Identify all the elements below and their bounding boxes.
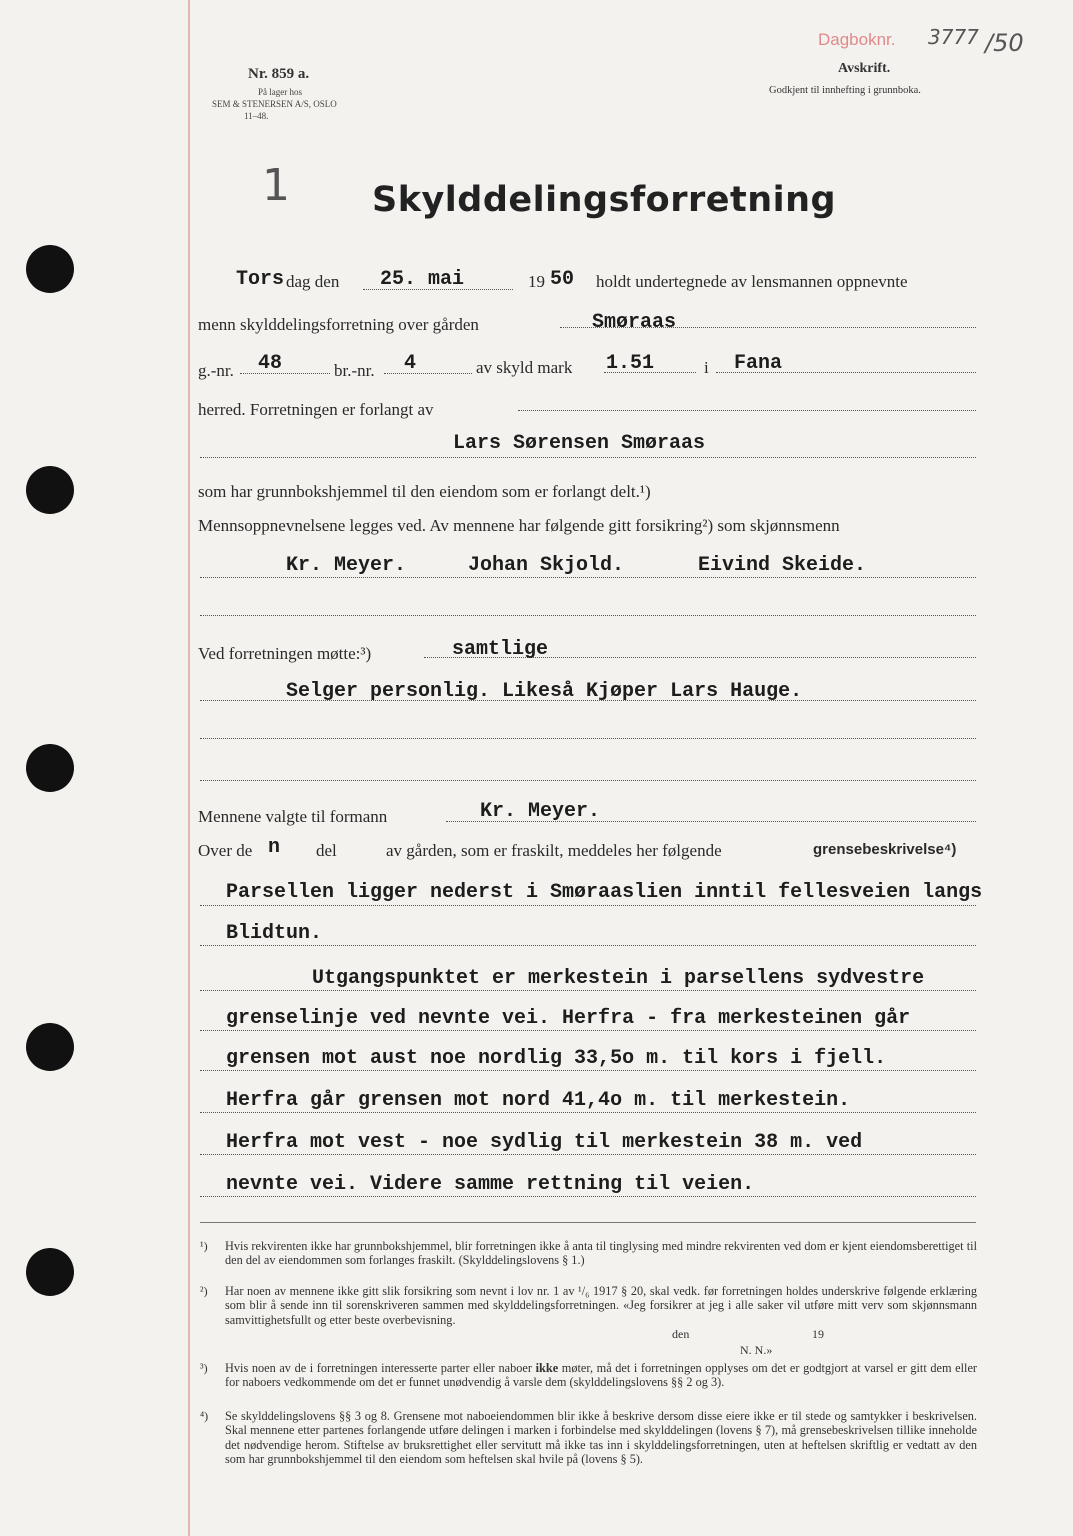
boundary-line: grenselinje ved nevnte vei. Herfra - fra merkesteinen går [226,1007,911,1030]
requested-text: herred. Forretningen er forlangt av [198,400,434,419]
journal-year: /50 [985,29,1024,57]
margin-line [188,0,190,1536]
chairman-text: Mennene valgte til formann [198,807,388,826]
farm-typed: Smøraas [592,311,677,334]
gnr-label: g.-nr. [198,361,234,380]
footnote-3 [225,1361,977,1390]
boundary-line: Parsellen ligger nederst i Smøraaslien inntil fellesveien langs [226,881,983,904]
page-mark: 1 [262,160,290,211]
punch-hole [26,744,74,792]
boundary-line: Utgangspunktet er merkestein i parsellens sydvestre [312,967,925,990]
footnote-text: møter, må det i forretningen opplyses om det er godtgjort at varsel er gitt dem eller for naboers vedkommende om det er funnet unødvendig å varsle dem (skylddelingslovens §§ 2 og 3). [225,1361,978,1390]
copy-note: Godkjent til innhefting i grunnboka. [769,85,921,96]
publisher-line: 11–48. [244,111,269,121]
footnote-divider [200,1222,976,1223]
footnote-1 [225,1239,977,1268]
journal-number: 3777 [928,25,979,49]
attendance-typed-line2: Selger personlig. Likeså Kjøper Lars Hauge. [286,680,803,703]
punch-hole [26,245,74,293]
part-bold: grensebeskrivelse⁴) [813,841,957,858]
form-number: Nr. 859 a. [248,66,310,82]
punch-hole [26,466,74,514]
footnote-2 [225,1284,977,1327]
day-typed: Tors [236,268,285,291]
skyld-typed: 1.51 [606,352,655,375]
footnote-4 [225,1409,977,1467]
footnote-text: Hvis noen av de i forretningen interesserte parter eller naboer [225,1361,536,1375]
footnote-number: ⁴) [200,1409,209,1423]
farm-text: menn skylddelingsforretning over gården [198,315,479,334]
boundary-line: grensen mot aust noe nordlig 33,5o m. til kors i fjell. [226,1047,887,1070]
footnote-text: Se skylddelingslovens §§ 3 og 8. Grensene mot naboeiendommen blir ikke å beskrive dersom disse eiere ikke er til stede og samtykker i beskrivelsen. Skal mennene etter partenes forlangende utføre delingen i marken i forbindelse med skylddelingen (lovens § 7), må grensebeskrivelsen tillike inneholde det nødvendige herom. Stiftelse av bruksrettighet eller servitutt må ikke tas inn i skylddelingsforretningen, uten at heftelsen skriftlig er vedtatt av den som har grunnbokshjemmel til den eiendom som heftelsen skal hvile på (lovens § 5). [225,1409,977,1467]
requester-typed: Lars Sørensen Smøraas [453,432,706,455]
document-title: Skylddelingsforretning [372,180,837,220]
footnote-text: Har noen av mennene ikke gitt slik forsikring som nevnt i lov nr. 1 av ¹/₆ 1917 § 20, skal vedk. før forretningen holdes underskrive følgende erklæring som blir å sende inn til sorenskriveren sammen med skylddelingsforretningen. «Jeg forsikrer at jeg i alle saker vil utføre mitt verv som skjønnsmann samvittighetsfullt og etter beste overbevisning. [225,1284,977,1327]
attendance-text: Ved forretningen møtte:³) [198,644,372,663]
in-label: i [704,358,709,377]
appraiser-1: Kr. Meyer. [286,554,407,577]
boundary-line: Herfra mot vest - noe sydlig til merkestein 38 m. ved [226,1131,863,1154]
skyld-label: av skyld mark [476,358,573,377]
bnr-label: br.-nr. [334,361,375,380]
copy-label: Avskrift. [838,61,891,76]
part-text-b: del [316,841,337,860]
date-typed: 25. mai [380,268,465,291]
deed-text: som har grunnbokshjemmel til den eiendom som er forlangt delt.¹) [198,482,651,501]
part-text-a: Over de [198,841,253,860]
footnote-sig-name: N. N.» [740,1343,773,1357]
gnr-typed: 48 [258,352,283,375]
herred-typed: Fana [734,352,783,375]
boundary-line: Herfra går grensen mot nord 41,4o m. til merkestein. [226,1089,851,1112]
footnote-bold: ikke [535,1361,559,1375]
appointment-text: Mennsoppnevnelsene legges ved. Av mennene har følgende gitt forsikring²) som skjønnsmenn [198,516,840,535]
part-text-c: av gården, som er fraskilt, meddeles her følgende [386,841,722,860]
year-typed: 50 [550,268,575,291]
publisher-line: På lager hos [258,87,302,97]
footnote-number: ³) [200,1361,208,1375]
footnote-sig-den: den [672,1327,690,1341]
footnote-number: ¹) [200,1239,208,1253]
intro-text: holdt undertegnede av lensmannen oppnevnte [596,272,908,291]
day-suffix: dag den [286,272,340,291]
year-prefix: 19 [528,272,545,291]
boundary-line: Blidtun. [226,922,323,945]
boundary-line: nevnte vei. Videre samme rettning til veien. [226,1173,755,1196]
footnote-sig-year: 19 [812,1327,824,1341]
publisher-line: SEM & STENERSEN A/S, OSLO [212,99,337,109]
punch-hole [26,1248,74,1296]
footnote-number: ²) [200,1284,208,1298]
chairman-typed: Kr. Meyer. [480,800,601,823]
punch-hole [26,1023,74,1071]
attendance-typed: samtlige [452,638,549,661]
bnr-typed: 4 [404,352,417,375]
footnote-text: Hvis rekvirenten ikke har grunnbokshjemmel, blir forretningen ikke å anta til tinglysing med mindre rekvirenten ved dom er kjent eiendomsberettiget til den del av eiendommen som forlanges fraskilt. (Skylddelingslovens § 1.) [225,1239,977,1268]
part-typed: n [268,836,281,859]
appraiser-3: Eivind Skeide. [698,554,867,577]
appraiser-2: Johan Skjold. [468,554,625,577]
journal-stamp: Dagboknr. [818,30,896,49]
